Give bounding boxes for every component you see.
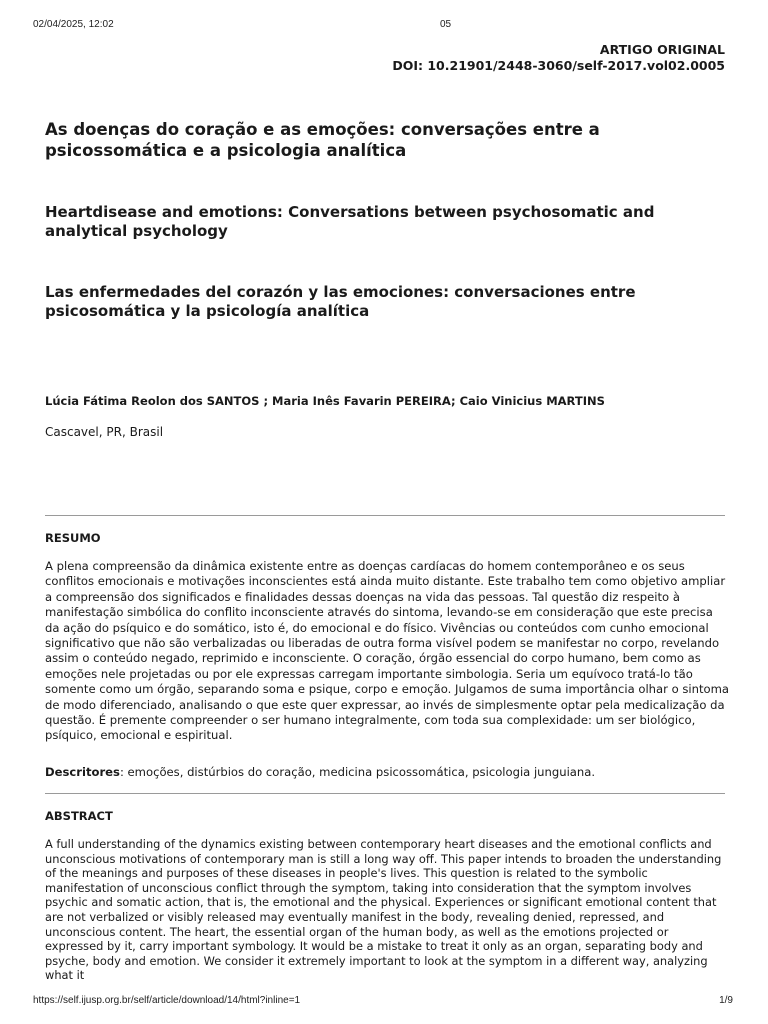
resumo-body: A plena compreensão da dinâmica existente entre as doenças cardíacas do homem contemporâneo e os seus conflitos emocionais e motivações inconscientes está ainda muito distante. Este trabalho tem como objetivo ampliar a compreensão dos significados e finalidades dessas doenças na vida das pessoas. Tal questão diz respeito à manifestação simbólica do conflito inconsciente através do sintoma, levando-se em consideração que este precisa da ação do psíquico e do somático, isto é, do emocional e do físico. Vivências ou conteúdos com cunho emocional significativo que não são verbalizadas ou liberadas de outra forma visível podem se manifestar no corpo, revelando assim o conteúdo negado, reprimido e inconsciente. O coração, órgão essencial do corpo humano, bem como as emoções nele projetadas ou por ele expressas carregam importante simbologia. Seria um equívoco tratá-lo tão somente como um órgão, separando soma e psique, corpo e emoção. Julgamos de suma importância olhar o sintoma de modo diferenciado, analisando o que este quer expressar, ao invés de simplesmente optar pela medicalização da questão. É premente compreender o ser humano integralmente, com toda sua complexidade: um ser biológico, psíquico, emocional e espiritual. xyxy=(45,559,730,743)
article-type: ARTIGO ORIGINAL xyxy=(599,42,725,57)
section-divider xyxy=(45,515,725,516)
article-doi: DOI: 10.21901/2448-3060/self-2017.vol02.0005 xyxy=(392,58,725,73)
descriptors-label: Descritores xyxy=(45,765,120,779)
abstract-heading: ABSTRACT xyxy=(45,809,113,823)
print-page-label: 05 xyxy=(440,19,452,30)
affiliation: Cascavel, PR, Brasil xyxy=(45,425,164,439)
descriptors-text: : emoções, distúrbios do coração, medicina psicossomática, psicologia junguiana. xyxy=(119,765,596,779)
article-meta xyxy=(392,42,725,74)
print-page-count: 1/9 xyxy=(719,995,733,1006)
author-list: Lúcia Fátima Reolon dos SANTOS ; Maria Inês Favarin PEREIRA; Caio Vinicius MARTINS xyxy=(45,394,605,408)
resumo-heading: RESUMO xyxy=(45,531,101,545)
print-datetime: 02/04/2025, 12:02 xyxy=(33,19,114,30)
abstract-body: A full understanding of the dynamics existing between contemporary heart diseases and the emotional conflicts and unconscious motivations of contemporary man is still a long way off. This paper intends to broaden the understanding of the meanings and purposes of these diseases in people's lives. This question is related to the symbolic manifestation of unconscious conflict through the symptom, taking into consideration that the symptom involves psychic and somatic action, that is, the emotional and the physical. Experiences or significant emotional content that are not verbalized or visibly released may eventually manifest in the body, revealing denied, repressed, and unconscious content. The heart, the essential organ of the human body, as well as the emotions projected or expressed by it, carry important symbology. It would be a mistake to treat it only as an organ, separating body and psyche, body and emotion. We consider it extremely important to look at the symptom in a different way, analyzing what it xyxy=(45,837,722,983)
title-english: Heartdisease and emotions: Conversations between psychosomatic and analytical psychology xyxy=(45,203,655,240)
descriptors-line xyxy=(45,765,595,779)
section-divider xyxy=(45,793,725,794)
title-portuguese: As doenças do coração e as emoções: conversações entre a psicossomática e a psicologia analítica xyxy=(45,120,600,160)
title-spanish: Las enfermedades del corazón y las emociones: conversaciones entre psicosomática y la psicología analítica xyxy=(45,283,636,320)
print-url: https://self.ijusp.org.br/self/article/download/14/html?inline=1 xyxy=(33,995,301,1006)
